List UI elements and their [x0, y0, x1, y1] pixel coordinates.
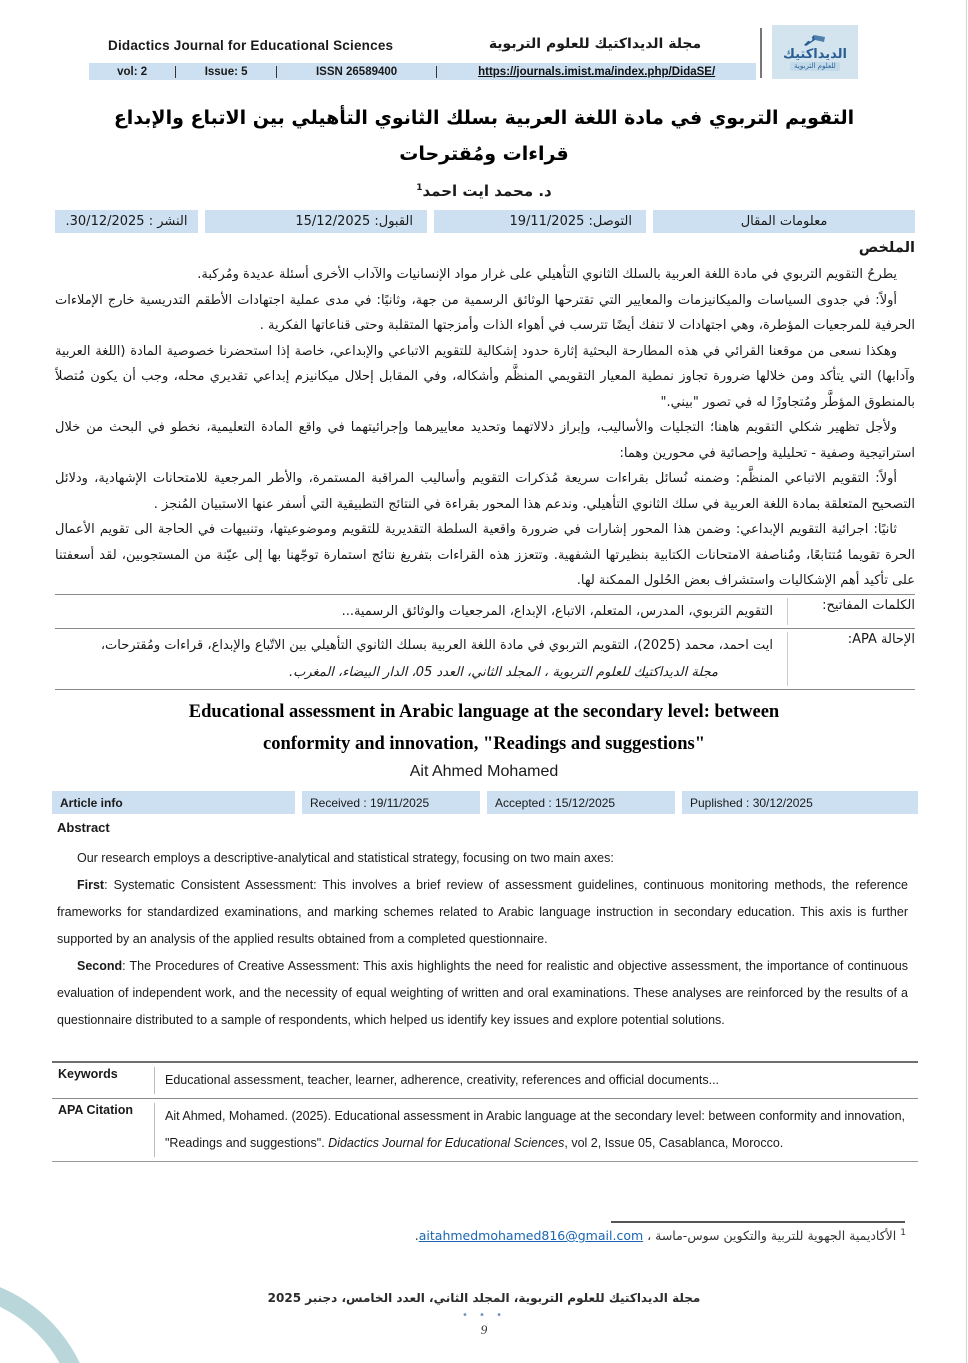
- arabic-keywords-label: الكلمات المفاتيح:: [787, 598, 915, 625]
- abstract-paragraph-ar: يطرحُ التقويم التربوي في مادة اللغة العربية بالسلك الثانوي التأهيلي على غرار مواد الإنسانيات والآداب الأخرى أسئلة عديدة ومُركبة.: [197, 267, 897, 282]
- abstract-paragraph-en: [57, 872, 908, 953]
- table-row: [52, 1063, 918, 1098]
- paragraph-text: Our research employs a descriptive-analytical and statistical strategy, focusing on two main axes:: [77, 851, 614, 865]
- received-date-en: Received : 19/11/2025: [302, 791, 480, 814]
- english-article-info-row: [52, 791, 918, 814]
- arabic-abstract: [55, 262, 915, 598]
- arabic-author: [0, 182, 968, 200]
- journal-logo: [772, 25, 858, 79]
- table-row: [52, 1098, 918, 1161]
- journal-name-en: Didactics Journal for Educational Sciences: [108, 38, 394, 53]
- footnote-affiliation: الأكاديمية الجهوية للتربية والتكوين سوس-ماسة ،: [647, 1228, 897, 1244]
- arabic-apa-citation: [55, 632, 787, 686]
- english-apa-label: APA Citation: [52, 1103, 155, 1157]
- journal-url-link[interactable]: https://journals.imist.ma/index.php/DidaSE/: [436, 66, 756, 78]
- english-title-line2: conformity and innovation, "Readings and suggestions": [262, 734, 705, 754]
- english-author: Ait Ahmed Mohamed: [409, 763, 559, 780]
- footnote-marker: 1: [900, 1228, 906, 1238]
- published-date-en: Puplished : 30/12/2025: [682, 791, 918, 814]
- footnote: [415, 1228, 906, 1243]
- english-keywords-label: Keywords: [52, 1067, 155, 1094]
- article-info-label-en: Article info: [52, 791, 295, 814]
- english-keywords-value: Educational assessment, teacher, learner, adherence, creativity, references and official documents...: [165, 1073, 720, 1087]
- arabic-title-line1: التقويم التربوي في مادة اللغة العربية بسلك الثانوي التأهيلي بين الاتباع والإبداع: [113, 107, 855, 129]
- abstract-paragraph-ar: أولاً: التقويم الاتباعي المنظَّم: وضمنه نُسائل بقراءات سريعة مُذكرات التقويم وأساليب المراقبة المستمرة، والأطر المرجعية للامتحانات الإشهادية، ودلائل التصحيح المتعلقة بمادة اللغة العربية في سلك الثانوي التأهيلي. وندعم هذا المحور بقراءة في النتائج التطبيقية التي أسفر عنها الاستبيان المُنجز .: [55, 471, 915, 512]
- table-row: [55, 628, 915, 689]
- arabic-apa-line2: مجلة الديداكتيك للعلوم التربوية ، المجلد الثاني، العدد 05، الدار البيضاء، المغرب.: [289, 665, 718, 680]
- table-row: [55, 595, 915, 628]
- arabic-apa-label: الإحالة APA:: [787, 632, 915, 686]
- abstract-paragraph-en: [57, 845, 908, 872]
- logo-subtitle: للعلوم التربوية: [790, 62, 840, 71]
- abstract-paragraph-ar: وهكذا نسعى من موقعنا القرائي في هذه المطارحة البحثية إثارة حدود إشكالية للتقويم الاتباعي والإبداعي، خاصة إذا استحضرنا خصوصية المادة (اللغة العربية وآدابها) التي يتأكد ومن خلالها ضرورة تجاوز نمطية المعيار التقويمي المنظَّم وأشكاله، وفي المقابل إحلال ميكانيزم إبداعي تقديري محله، وجب أن يكون مُتصلاً بالمنطوق المؤطَّر ومُتجاوزًا له في تصور "بيني.": [55, 343, 915, 410]
- book-pen-icon: [802, 33, 828, 47]
- volume-label: vol: 2: [117, 65, 148, 78]
- abstract-paragraph-en: [57, 953, 908, 1034]
- issn-label: ISSN 26589400: [276, 66, 436, 78]
- arabic-article-info-row: [55, 210, 915, 233]
- footnote-period: .: [414, 1228, 419, 1244]
- issue-label: Issue: 5: [175, 66, 276, 78]
- author-email-link[interactable]: aitahmedmohamed816@gmail.com: [418, 1228, 644, 1244]
- english-apa-citation: [155, 1103, 918, 1157]
- accepted-date-ar: القبول: 15/12/2025: [205, 210, 427, 233]
- paragraph-lead: First: [77, 878, 105, 892]
- english-abstract-label: Abstract: [57, 820, 110, 835]
- arabic-title-line2: قراءات ومُقترحات: [399, 143, 569, 165]
- apa-journal-name: Didactics Journal for Educational Sciences: [328, 1136, 565, 1150]
- english-title-line1: Educational assessment in Arabic language at the secondary level: between: [188, 702, 780, 722]
- apa-citation-text: Ait Ahmed, Mohamed. (2025). Educational assessment in Arabic language at the secondary level: between conformity and innovation, "Readings and suggestions".: [165, 1109, 906, 1150]
- abstract-paragraph-ar: ولأجل تظهير شكلي التقويم هاهنا؛ التجليات والأساليب، وإبراز دلالاتهما وتحديد معاييرهما وإجرائيتهما في واقع المادة التعليمية، نخطو في البحث من خلال استراتيجية وصفية - تحليلية وإحصائية في محورين وهما:: [55, 420, 915, 461]
- published-date-ar: النشر : 30/12/2025.: [55, 210, 198, 233]
- author-name-ar: د. محمد ايت احمد: [422, 182, 552, 200]
- apa-citation-tail: , vol 2, Issue 05, Casablanca, Morocco.: [564, 1136, 784, 1150]
- accepted-date-en: Accepted : 15/12/2025: [487, 791, 675, 814]
- paragraph-lead: Second: [77, 959, 123, 973]
- page-number: 9: [480, 1322, 488, 1337]
- arabic-apa-line1: ايت احمد، محمد (2025)، التقويم التربوي في مادة اللغة العربية بسلك الثانوي التأهيلي بين الاتّباع والإبداع، قراءات ومُقترحات،: [100, 638, 773, 653]
- arabic-abstract-label: الملخص: [858, 240, 915, 256]
- logo-wordmark: الديداكتيك: [783, 47, 847, 62]
- paragraph-text: : Systematic Consistent Assessment: This involves a brief review of assessment guidelines, continuous monitoring methods, the reference frameworks for standardized examinations, and marking schemes related to Arabic language instruction in secondary education. This axis is further supported by an analysis of the applied results obtained from a completed questionnaire.: [57, 878, 908, 946]
- arabic-keywords-table: [55, 594, 915, 690]
- paragraph-text: : The Procedures of Creative Assessment: This axis highlights the need for realistic and objective assessment, the importance of continuous evaluation of independent work, and the necessity of equal weighting of written and oral examinations. These analyses are reinforced by the results of a questionnaire distributed to a sample of respondents, which helped us identify key issues and explore potential solutions.: [57, 959, 908, 1027]
- author-footnote-marker: 1: [416, 183, 423, 193]
- english-abstract: [57, 845, 908, 1061]
- abstract-paragraph-ar: ثانيًا: اجرائية التقويم الإبداعي: وضمن هذا المحور إشارات في ضرورة واقعية السلطة التقديرية للتقويم وموضوعيتها، وتنبيهات في الحاجة الى تقويم الأعمال الحرة تقويما مُتتابعًا، ومُناصفة الامتحانات الكتابية بنظيرتها الشفهية. وتتعزز هذه القراءات بتفريغ نتائج استمارة توجّهنا بها إلى عيّنة من المستجوبين، لقد أسعفتنا على تأكيد أهم الإشكاليات واستشراف بعض الحُلول الممكنة لها.: [55, 522, 915, 588]
- journal-name-ar: مجلة الديداكتيك للعلوم التربوية: [488, 36, 702, 52]
- abstract-paragraph-ar: أولاً: في جدوى السياسات والميكانيزمات والمعايير التي تقترحها الوثائق الرسمية من جهة، وثانيًا: في مدى عملية اجتهادات الأطقم التدريسية خارج الإملاءات الحرفية للمرجعيات المؤطرة، وهي اجتهادات لا تنفك أيضًا تترسب في أهواء الذات وأمزجتها المتقلبة وحتى قناعاتها الفكرية .: [55, 292, 915, 333]
- article-info-label-ar: معلومات المقال: [653, 210, 915, 233]
- received-date-ar: التوصل: 19/11/2025: [434, 210, 646, 233]
- english-keywords-table: [52, 1061, 918, 1162]
- page-edge-line: [966, 0, 967, 1363]
- footer-journal-line: مجلة الديداكتيك للعلوم التربوية، المجلد الثاني، العدد الخامس، دجنبر 2025: [267, 1291, 701, 1305]
- arabic-keywords-value: التقويم التربوي، المدرس، المتعلم، الاتباع، الإبداع، المرجعيات والوثائق الرسمية...: [341, 604, 773, 619]
- header-divider-line: [760, 28, 762, 78]
- header-meta-bar: [89, 63, 756, 80]
- footnote-rule: [611, 1221, 905, 1223]
- footer-dots-ornament: • • •: [461, 1310, 507, 1321]
